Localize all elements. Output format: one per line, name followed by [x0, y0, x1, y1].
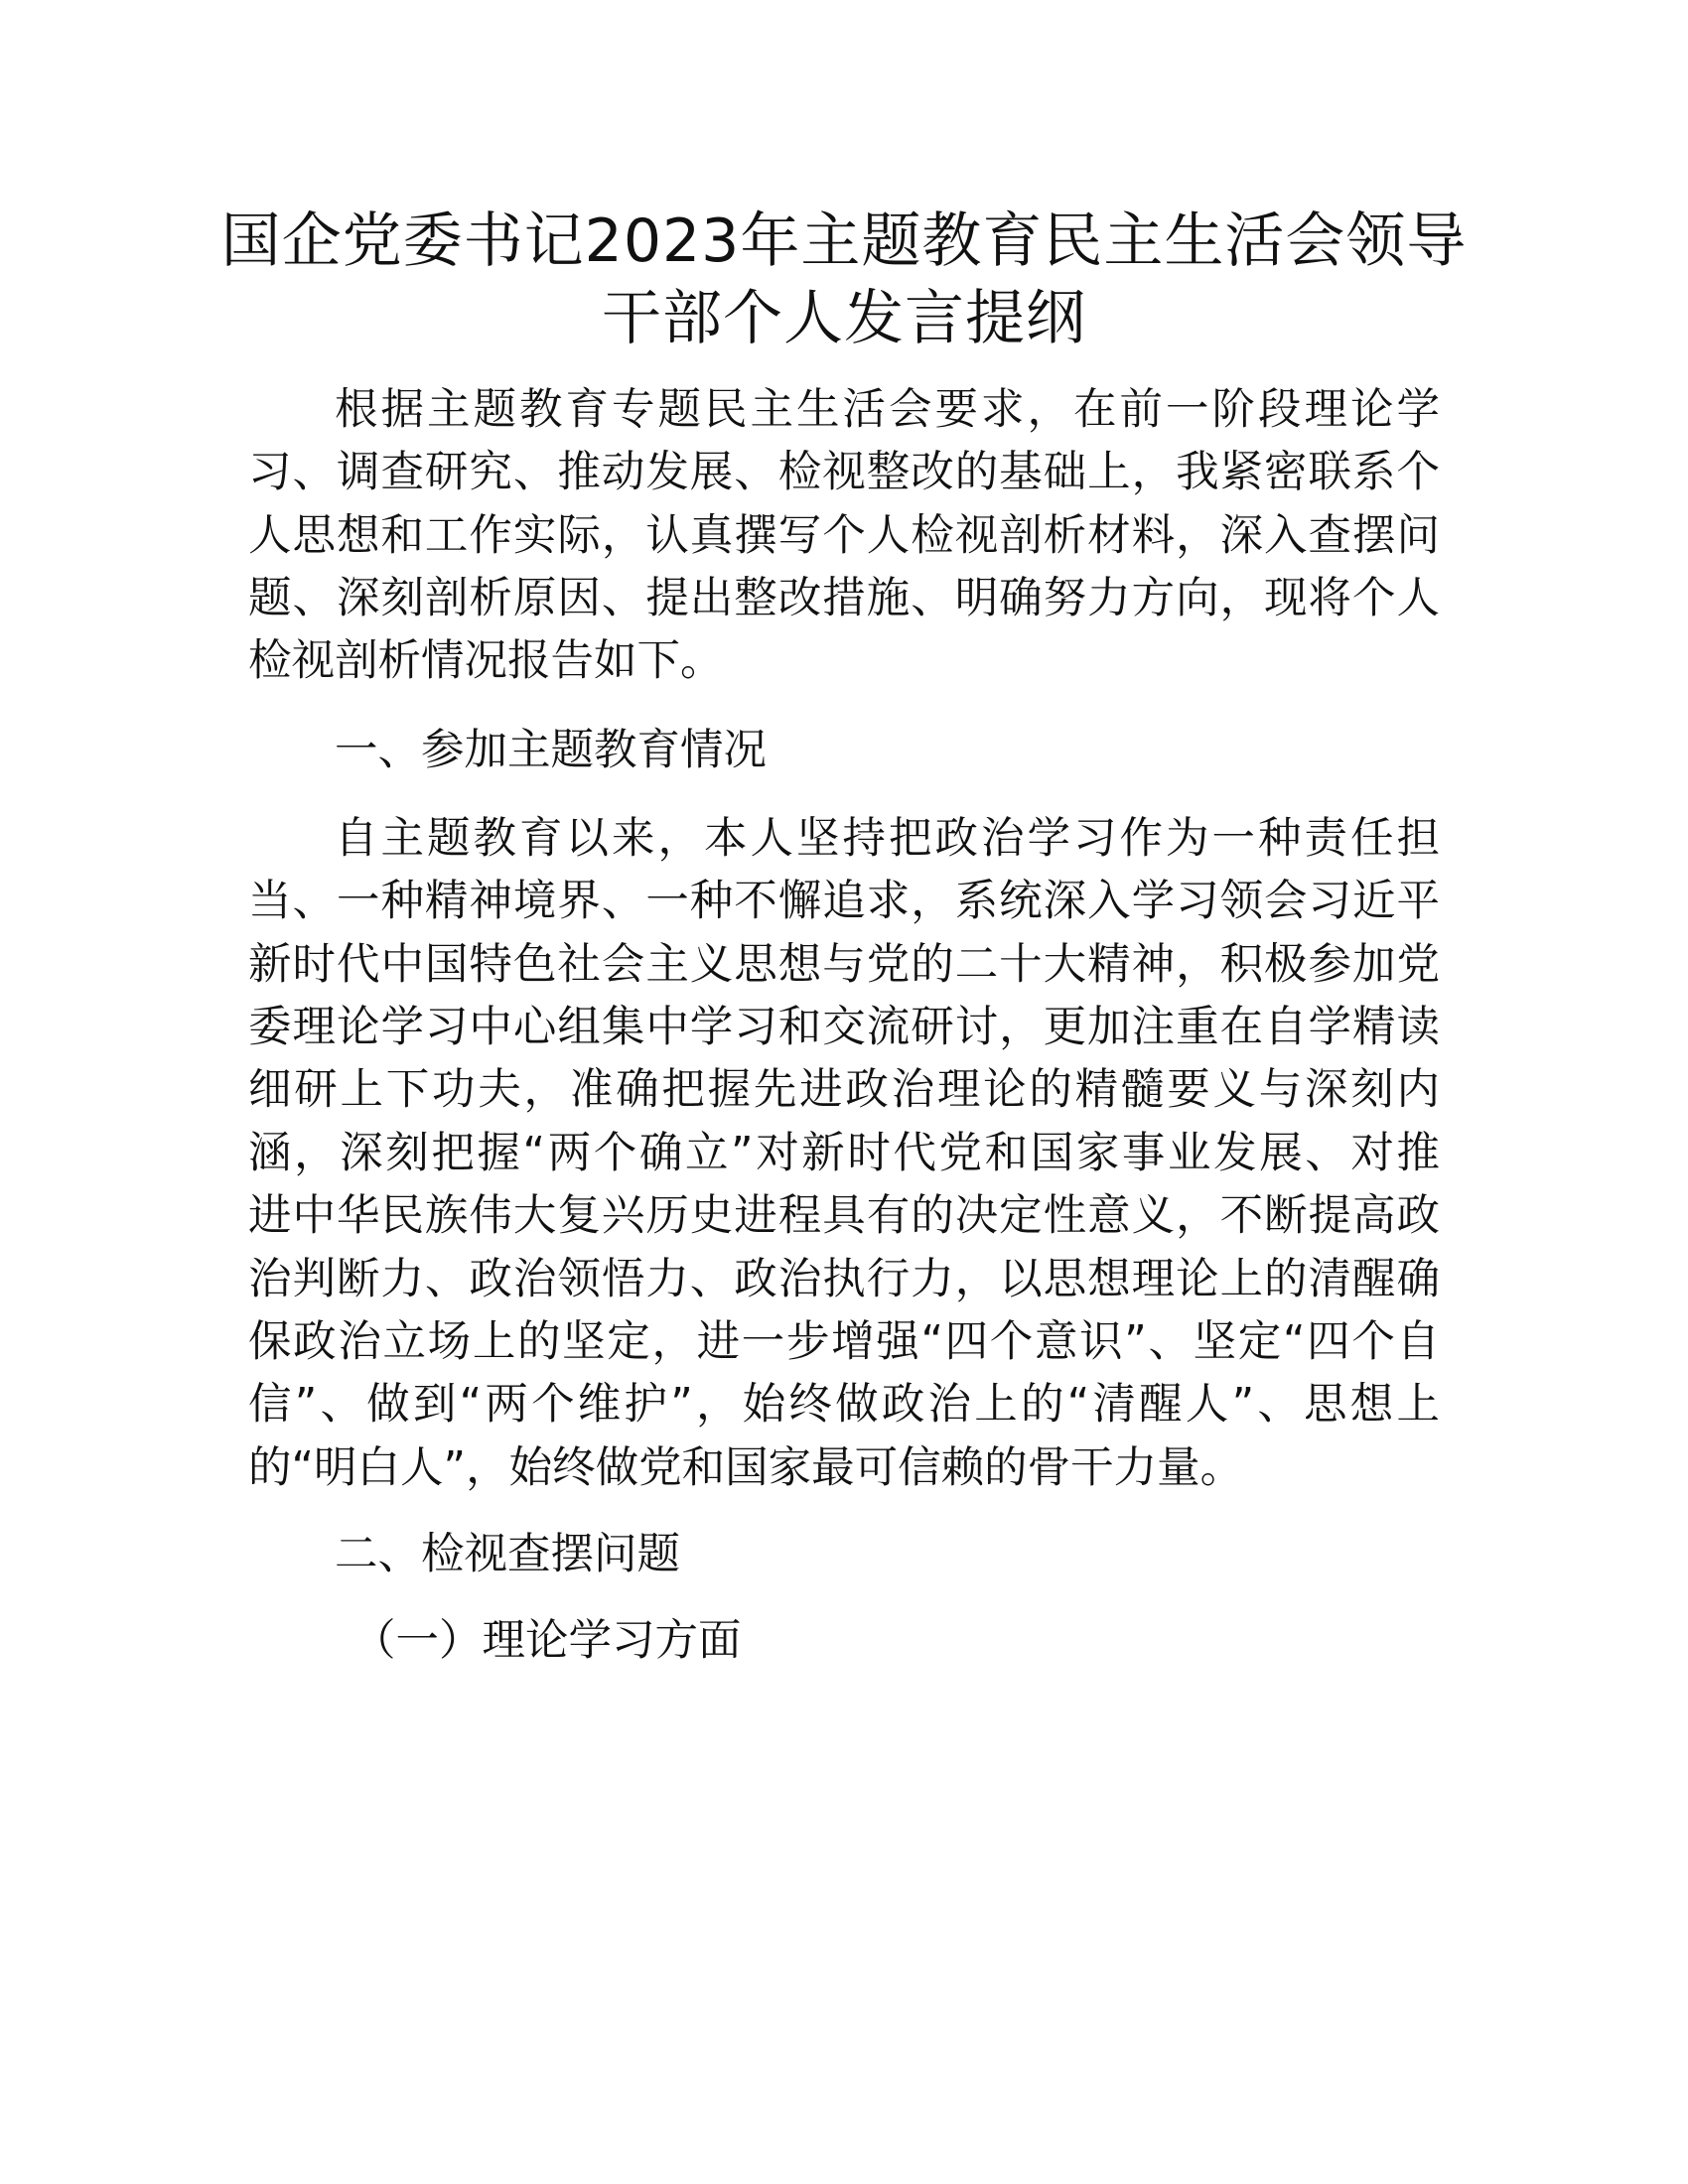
section-1-paragraph-line: 的“明白人”，始终做党和国家最可信赖的骨干力量。 — [248, 1443, 1244, 1493]
document-title-line-1: 国企党委书记2023年主题教育民主生活会领导 — [220, 206, 1468, 276]
section-2-subheading-1: （一）理论学习方面 — [352, 1616, 742, 1666]
section-1-paragraph-line: 自主题教育以来，本人坚持把政治学习作为一种责任担 — [335, 814, 1440, 864]
section-1-paragraph-line: 治判断力、政治领悟力、政治执行力，以思想理论上的清醒确 — [248, 1255, 1440, 1304]
intro-paragraph-line: 检视剖析情况报告如下。 — [248, 636, 724, 686]
section-1-paragraph-line: 新时代中国特色社会主义思想与党的二十大精神，积极参加党 — [248, 940, 1440, 990]
document-title-line-2: 干部个人发言提纲 — [602, 284, 1086, 353]
intro-paragraph-line: 人思想和工作实际，认真撰写个人检视剖析材料，深入查摆问 — [248, 511, 1440, 561]
section-1-paragraph-line: 当、一种精神境界、一种不懈追求，系统深入学习领会习近平 — [248, 877, 1440, 926]
section-1-paragraph-line: 保政治立场上的坚定，进一步增强“四个意识”、坚定“四个自 — [248, 1317, 1440, 1367]
intro-paragraph-line: 习、调查研究、推动发展、检视整改的基础上，我紧密联系个 — [248, 448, 1440, 497]
section-1-paragraph-line: 信”、做到“两个维护”，始终做政治上的“清醒人”、思想上 — [248, 1380, 1440, 1430]
intro-paragraph-line: 题、深刻剖析原因、提出整改措施、明确努力方向，现将个人 — [248, 574, 1440, 623]
section-2-heading: 二、检视查摆问题 — [335, 1530, 680, 1579]
section-1-paragraph-line: 细研上下功夫，准确把握先进政治理论的精髓要义与深刻内 — [248, 1065, 1440, 1115]
section-1-paragraph-line: 涵，深刻把握“两个确立”对新时代党和国家事业发展、对推 — [248, 1129, 1440, 1178]
intro-paragraph-line: 根据主题教育专题民主生活会要求，在前一阶段理论学 — [335, 385, 1440, 435]
section-1-paragraph-line: 进中华民族伟大复兴历史进程具有的决定性意义，不断提高政 — [248, 1191, 1440, 1241]
section-1-paragraph-line: 委理论学习中心组集中学习和交流研讨，更加注重在自学精读 — [248, 1003, 1440, 1052]
section-1-heading: 一、参加主题教育情况 — [335, 726, 767, 775]
